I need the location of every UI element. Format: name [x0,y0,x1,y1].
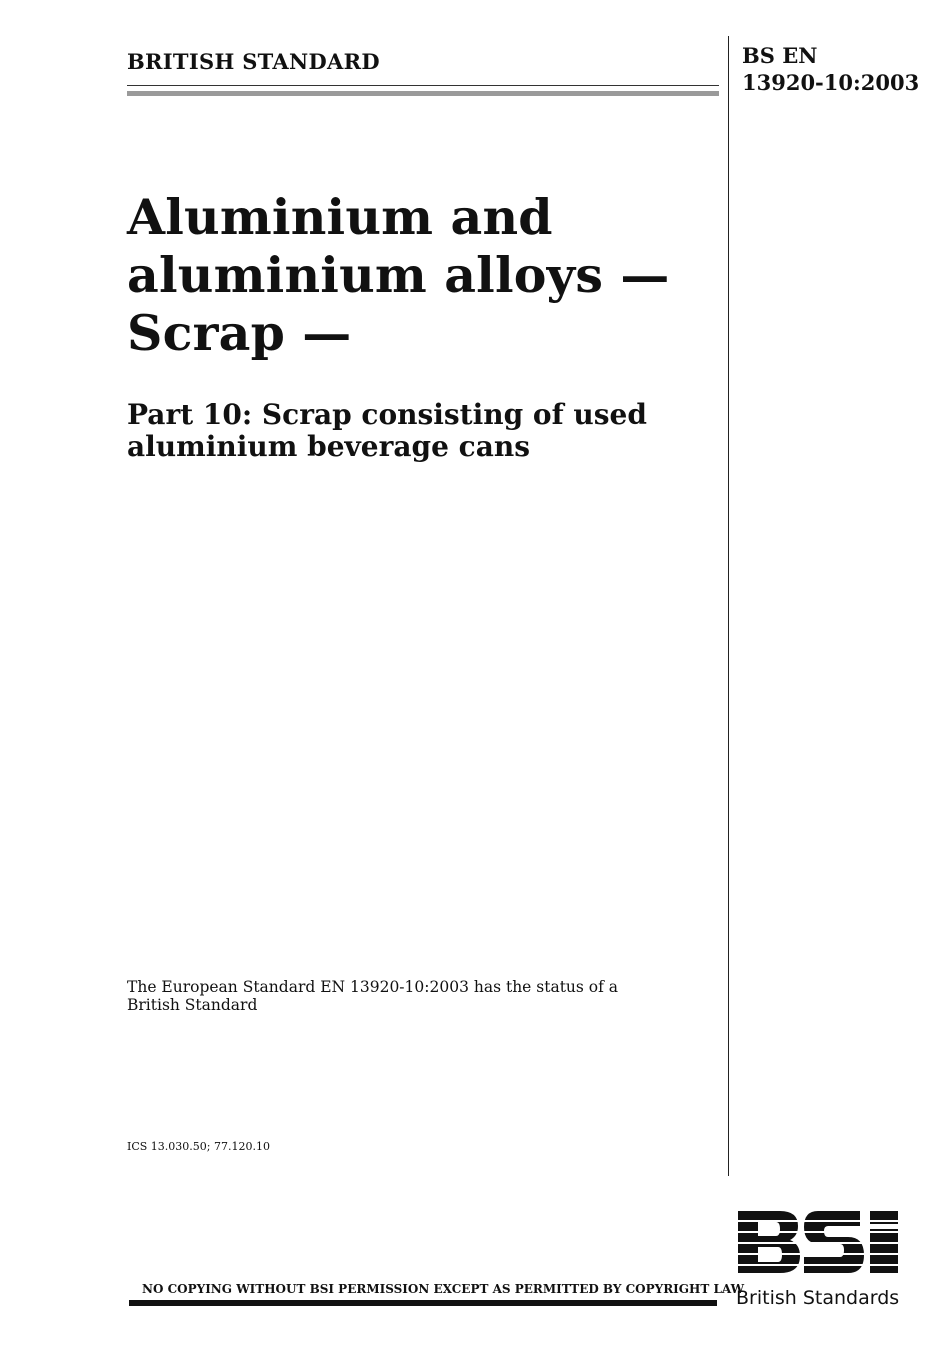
title-line-2: aluminium alloys — [127,246,670,304]
title-line-3: Scrap — [127,304,352,362]
status-note [127,978,687,1014]
status-note-line-2: British Standard [127,996,258,1014]
status-note-line-1: The European Standard EN 13920-10:2003 has the status of a [127,978,619,996]
document-subtitle [127,399,707,463]
copyright-notice: NO COPYING WITHOUT BSI PERMISSION EXCEPT AS PERMITTED BY COPYRIGHT LAW [142,1282,745,1296]
header-rule-thin [127,85,719,86]
standard-number-line-1: BS EN [742,43,818,68]
title-line-1: Aluminium and [127,188,553,246]
logo-tagline: British Standards [736,1287,900,1309]
document-type-label: BRITISH STANDARD [127,49,380,74]
footer-rule [129,1300,717,1306]
subtitle-line-2: aluminium beverage cans [127,430,530,463]
header-rule-thick [127,91,719,96]
document-title [127,188,707,362]
bsi-logo-icon [736,1209,904,1275]
standard-number-line-2: 13920-10:2003 [742,70,920,95]
subtitle-line-1: Part 10: Scrap consisting of used [127,398,647,431]
standard-number [742,42,919,96]
margin-divider [728,36,729,1176]
ics-code: ICS 13.030.50; 77.120.10 [127,1140,270,1153]
